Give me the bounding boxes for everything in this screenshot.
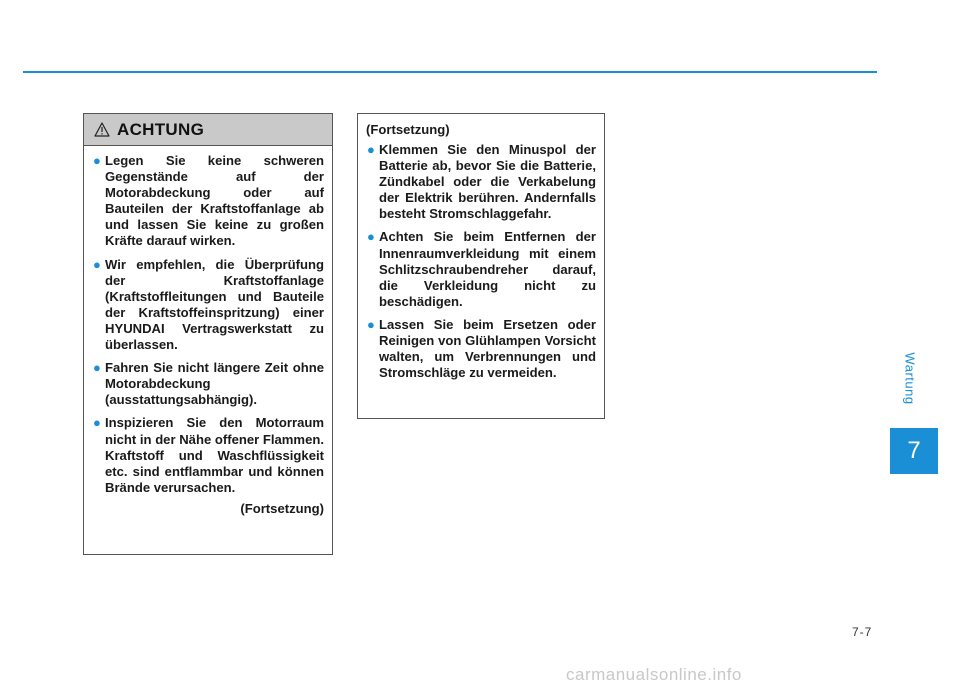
warning-list xyxy=(92,153,324,496)
list-item-text: Legen Sie keine schweren Gegenstände auf der Motorabdeckung oder auf Bauteilen der Kraftstoffanlage ab und lassen Sie keine zu großen Kräfte darauf wirken. xyxy=(105,153,324,249)
continued-label: (Fortsetzung) xyxy=(366,122,450,137)
page-number: 7-7 xyxy=(852,625,873,639)
list-item-text: Klemmen Sie den Minuspol der Batterie ab, bevor Sie die Batterie, Zündkabel oder die Verkabelung der Elektrik berühren. Andernfalls besteht Stromschlaggefahr. xyxy=(379,142,596,222)
bullet-icon: ● xyxy=(367,316,375,332)
bullet-icon: ● xyxy=(367,229,375,245)
section-label-text: Wartung xyxy=(902,351,918,405)
continued-label: (Fortsetzung) xyxy=(240,500,324,516)
list-item xyxy=(92,415,324,495)
list-item-text: Wir empfehlen, die Überprüfung der Kraftstoffanlage (Kraftstoffleitungen und Bauteile der Kraftstoffeinspritzung) einer HYUNDAI Vertragswerkstatt zu überlassen. xyxy=(105,256,324,353)
list-item-text: Lassen Sie beim Ersetzen oder Reinigen von Glühlampen Vorsicht walten, um Verbrennungen und Stromschläge zu vermeiden. xyxy=(379,316,596,381)
bullet-icon: ● xyxy=(93,256,101,272)
list-item xyxy=(92,360,324,408)
watermark: carmanualsonline.info xyxy=(566,665,742,684)
bullet-icon: ● xyxy=(93,415,101,431)
chapter-number: 7 xyxy=(890,428,938,474)
list-item-text: Inspizieren Sie den Motorraum nicht in der Nähe offener Flammen. Kraftstoff und Waschflüssigkeit etc. sind entflammbar und können Brände verursachen. xyxy=(105,415,324,495)
list-item xyxy=(92,153,324,250)
warning-header xyxy=(84,114,332,146)
continuation-box xyxy=(357,113,605,419)
list-item-text: Achten Sie beim Entfernen der Innenraumverkleidung mit einem Schlitzschraubendreher darauf, die Verkleidung nicht zu beschädigen. xyxy=(379,229,596,309)
warning-triangle-icon xyxy=(94,122,110,137)
list-item xyxy=(366,229,596,309)
list-item xyxy=(92,257,324,354)
top-divider xyxy=(23,71,877,73)
bullet-icon: ● xyxy=(367,142,375,157)
warning-box xyxy=(83,113,333,555)
list-item xyxy=(366,317,596,381)
list-item-text: Fahren Sie nicht längere Zeit ohne Motorabdeckung (ausstattungsabhängig). xyxy=(105,360,324,408)
bullet-icon: ● xyxy=(93,360,101,376)
continuation-list xyxy=(366,142,596,381)
list-item xyxy=(366,142,596,222)
bullet-icon: ● xyxy=(93,153,101,168)
section-label xyxy=(884,330,936,426)
warning-title: ACHTUNG xyxy=(117,119,205,139)
